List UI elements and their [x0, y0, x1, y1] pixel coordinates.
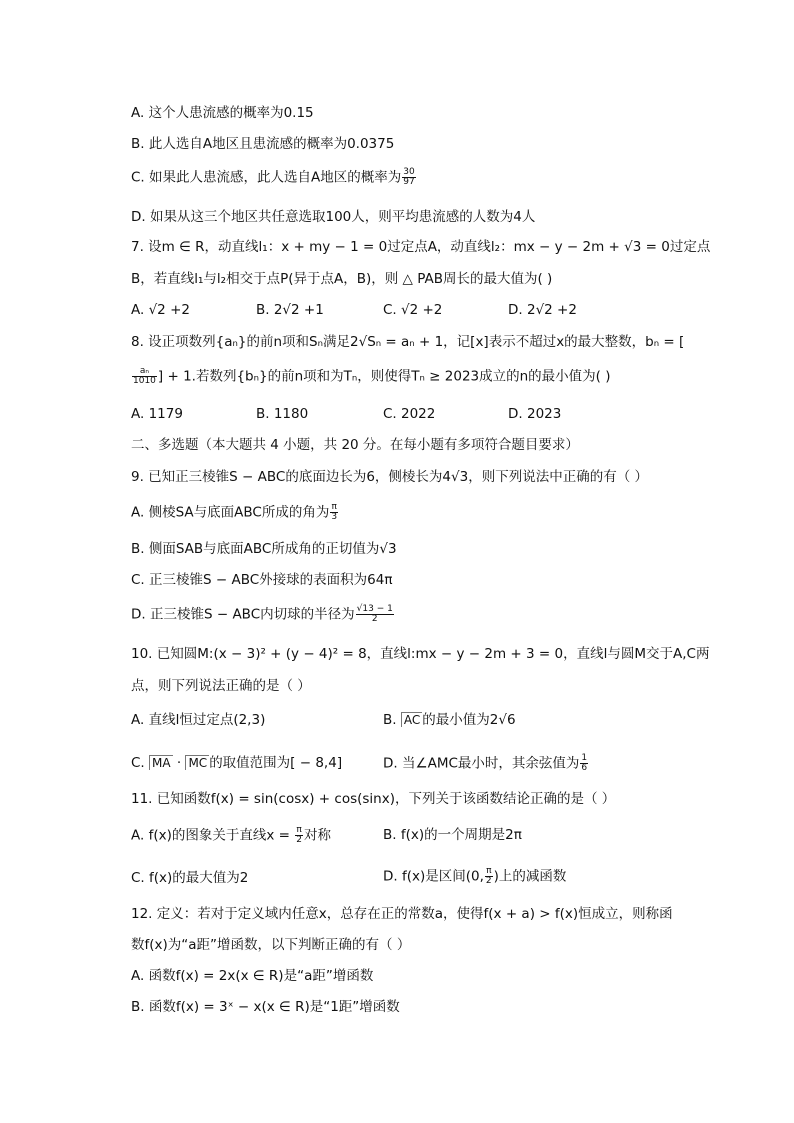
q6-option-c-text: C. 如果此人患流感，此人选自A地区的概率为 [131, 169, 402, 186]
q8-fraction-numerator: aₙ [132, 367, 157, 377]
q12-stem-line2: 数f(x)为“a距”增函数，以下判断正确的有（ ） [131, 937, 411, 953]
q11-option-d-fraction [485, 867, 493, 886]
q7-option-c: C. √2 +2 [383, 302, 443, 318]
q8-fraction-denominator: 1010 [133, 376, 156, 386]
q11-option-d-prefix: D. f(x)是区间(0, [383, 868, 484, 885]
q12-option-b: B. 函数f(x) = 3ˣ − x(x ∈ R)是“1距”增函数 [131, 999, 400, 1015]
q11-option-c: C. f(x)的最大值为2 [131, 870, 249, 886]
q9-option-a-text: A. 侧棱SA与底面ABC所成的角为 [131, 504, 330, 521]
q7-option-d: D. 2√2 +2 [508, 302, 577, 318]
q6-option-c-fraction [402, 168, 415, 187]
q6-option-c-denominator: 97 [403, 177, 415, 187]
q11-option-a-numerator: π [296, 825, 302, 835]
q10-option-b-vector: AC [401, 712, 422, 727]
q11-option-a-suffix: 对称 [303, 827, 331, 844]
q9-option-b: B. 侧面SAB与底面ABC所成角的正切值为√3 [131, 541, 397, 557]
q10-stem-line2: 点，则下列说法正确的是（ ） [131, 678, 311, 694]
section-2-heading: 二、多选题（本大题共 4 小题，共 20 分。在每小题有多项符合题目要求） [131, 437, 579, 453]
q12-option-a: A. 函数f(x) = 2x(x ∈ R)是“a距”增函数 [131, 968, 374, 984]
q11-option-a-fraction [295, 826, 303, 845]
q12-stem-line1: 12. 定义：若对于定义域内任意x，总存在正的常数a，使得f(x + a) > f(x)恒成立，则称函 [131, 906, 673, 922]
q9-option-d-denominator: 2 [371, 614, 378, 624]
q11-option-d-suffix: )上的减函数 [493, 868, 567, 885]
q10-option-c-vector-ma: MA [149, 755, 173, 770]
q11-option-b: B. f(x)的一个周期是2π [383, 827, 522, 843]
q10-option-d-numerator: 1 [581, 753, 588, 763]
q11-option-d [383, 867, 566, 886]
q6-option-c-numerator: 30 [403, 167, 415, 177]
q9-option-a-numerator: π [331, 502, 337, 512]
q10-option-d-denominator: 6 [581, 763, 588, 773]
q8-stem-line2-text: ] + 1.若数列{bₙ}的前n项和为Tₙ，则使得Tₙ ≥ 2023成立的n的最小值为( ) [157, 368, 611, 385]
q6-option-b: B. 此人选自A地区且患流感的概率为0.0375 [131, 136, 395, 152]
q9-option-a-fraction [330, 503, 338, 522]
q10-option-b-prefix: B. [383, 712, 401, 728]
q10-option-c-vector-mc: MC [185, 755, 209, 770]
q11-option-a-prefix: A. f(x)的图象关于直线x = [131, 827, 295, 844]
q9-option-d-numerator: √13 − 1 [356, 604, 393, 614]
q8-stem-line1: 8. 设正项数列{aₙ}的前n项和Sₙ满足2√Sₙ = aₙ + 1，记[x]表示不超过x的最大整数，bₙ = [ [131, 334, 685, 350]
q10-option-b-text: 的最小值为2√6 [422, 712, 516, 728]
q9-option-a [131, 503, 339, 522]
q10-option-a: A. 直线l恒过定点(2,3) [131, 712, 266, 728]
q10-option-d-fraction [580, 754, 588, 773]
q11-option-d-denominator: 2 [485, 876, 492, 886]
q10-option-c-dot: · [172, 755, 186, 771]
q8-option-c: C. 2022 [383, 406, 436, 422]
q9-option-d-fraction [356, 605, 394, 624]
q11-option-d-numerator: π [486, 866, 492, 876]
q10-option-d [383, 754, 589, 773]
q10-option-d-text: D. 当∠AMC最小时，其余弦值为 [383, 755, 580, 772]
q7-stem-line2: B，若直线l₁与l₂相交于点P(异于点A，B)，则 △ PAB周长的最大值为( ) [131, 271, 553, 287]
q10-option-c [131, 754, 342, 772]
q10-stem-line1: 10. 已知圆M:(x − 3)² + (y − 4)² = 8，直线l:mx − y − 2m + 3 = 0，直线l与圆M交于A,C两 [131, 646, 710, 662]
q8-option-d: D. 2023 [508, 406, 562, 422]
q9-option-c: C. 正三棱锥S − ABC外接球的表面积为64π [131, 572, 393, 588]
q6-option-d: D. 如果从这三个地区共任意选取100人，则平均患流感的人数为4人 [131, 209, 536, 225]
q11-option-a [131, 826, 331, 845]
q9-stem: 9. 已知正三棱锥S − ABC的底面边长为6，侧棱长为4√3，则下列说法中正确的有（ ） [131, 469, 648, 485]
q8-stem-line2 [131, 367, 611, 386]
q8-fraction [132, 367, 157, 386]
q10-option-c-text: 的取值范围为[ − 8,4] [209, 755, 343, 771]
q8-option-b: B. 1180 [256, 406, 309, 422]
q6-option-a: A. 这个人患流感的概率为0.15 [131, 105, 314, 121]
q8-option-a: A. 1179 [131, 406, 183, 422]
q10-option-b [383, 711, 516, 729]
q7-stem-line1: 7. 设m ∈ R，动直线l₁：x + my − 1 = 0过定点A，动直线l₂：mx − y − 2m + √3 = 0过定点 [131, 239, 711, 255]
q7-option-b: B. 2√2 +1 [256, 302, 324, 318]
q10-option-c-prefix: C. [131, 755, 150, 771]
q6-option-c [131, 168, 417, 187]
q9-option-d-text: D. 正三棱锥S − ABC内切球的半径为 [131, 606, 355, 623]
q9-option-a-denominator: 3 [331, 512, 338, 522]
q9-option-d [131, 605, 395, 624]
q7-option-a: A. √2 +2 [131, 302, 190, 318]
q11-stem: 11. 已知函数f(x) = sin(cosx) + cos(sinx)，下列关于该函数结论正确的是（ ） [131, 791, 616, 807]
q11-option-a-denominator: 2 [296, 835, 302, 845]
